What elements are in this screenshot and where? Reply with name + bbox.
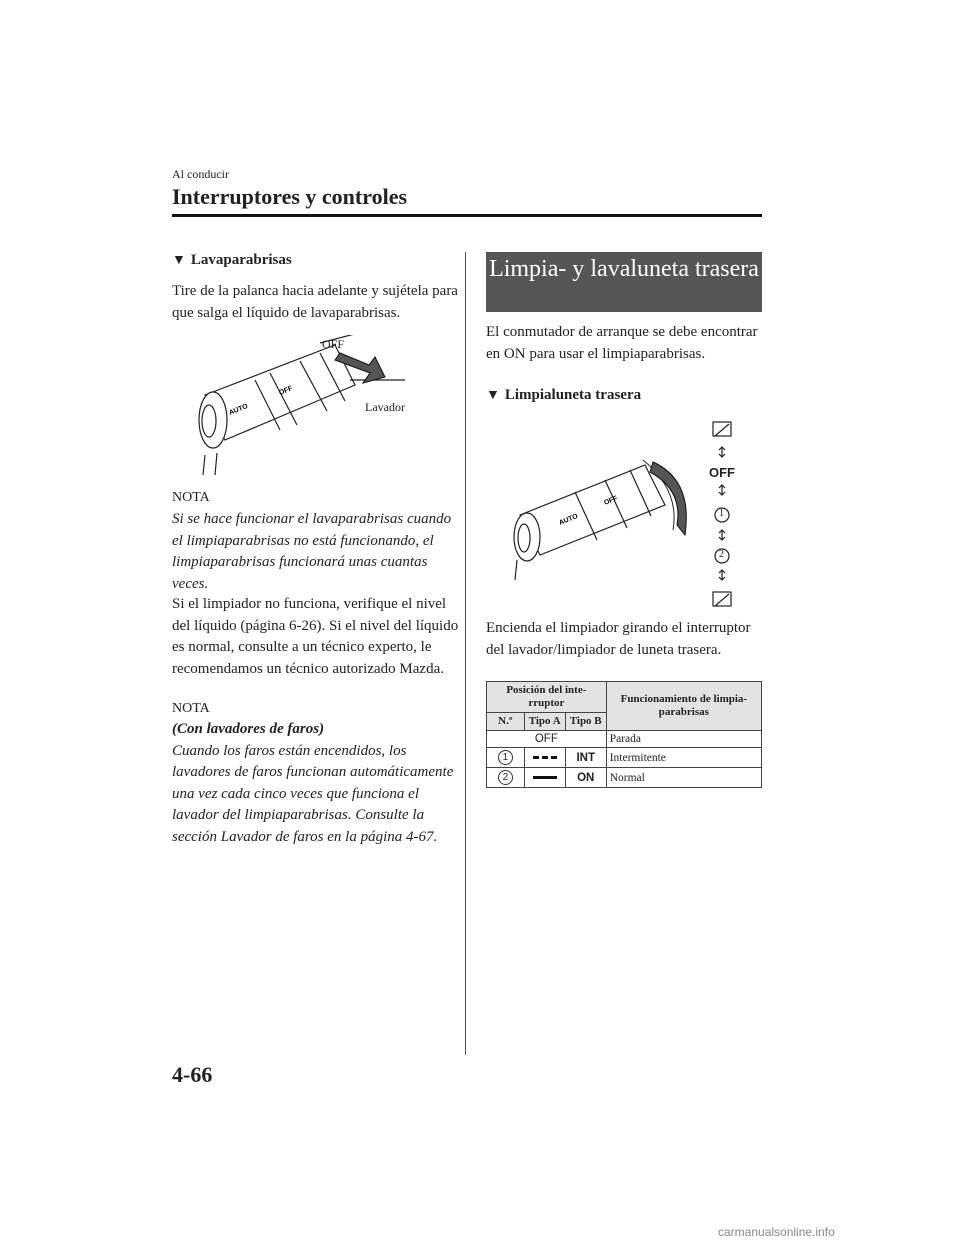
table-row <box>487 731 762 748</box>
note-body: Cuando los faros están encendidos, los lavadores de faros funcionan automáticamente una vez cada cinco veces que funciona el lavador del limpiaparabrisas. Consulte la sección Lavador de faros en la página 4-67. <box>172 742 454 845</box>
svg-text:AUTO: AUTO <box>228 402 250 417</box>
intro-paragraph: Tire de la palanca hacia adelante y sujétela para que salga el líquido de lavaparabrisas. <box>172 283 458 321</box>
svg-text:OFF: OFF <box>278 385 294 397</box>
rear-operation-paragraph: Encienda el limpiador girando el interruptor del lavador/limpiador de luneta trasera. <box>486 620 751 658</box>
heading-text: Lavaparabrisas <box>190 252 292 268</box>
section-heading-washer <box>172 252 292 269</box>
fig-label-washer: Lavador <box>365 400 405 414</box>
fluid-paragraph: Si el limpiador no funciona, verifique el nivel del líquido (página 6-26). Si el nivel del líquido es normal, consulte a un técnico experto, le recomendamos un técnico autorizado Mazda. <box>172 596 459 677</box>
table-cell-no <box>487 748 525 768</box>
rear-wiper-illustration <box>505 420 750 615</box>
intermittent-symbol-icon <box>524 748 565 768</box>
table-cell-off: OFF <box>487 731 607 748</box>
rear-intro-paragraph: El conmutador de arranque se debe encontrar en ON para usar el limpiaparabrisas. <box>486 324 758 362</box>
rear-fig-label-1: 1 <box>719 508 724 519</box>
rear-fig-label-2: 2 <box>719 549 724 560</box>
table-cell-no <box>487 768 525 788</box>
table-header-position: Posición del inte-rruptor <box>487 682 607 713</box>
footer-watermark: carmanualsonline.info <box>718 1225 835 1239</box>
washer-lever-illustration <box>185 335 445 475</box>
fig-label-off: OFF <box>322 337 345 351</box>
rear-wiper-table <box>486 681 762 788</box>
table-header-type-a: Tipo A <box>524 713 565 731</box>
note-label-2: NOTA <box>172 701 210 716</box>
table-header-function: Funcionamiento de limpia-parabrisas <box>606 682 761 731</box>
note-text-2 <box>172 719 462 848</box>
section-heading-rear-wiper <box>486 387 641 404</box>
note-subheading: (Con lavadores de faros) <box>172 721 325 737</box>
circled-number: 1 <box>498 750 513 765</box>
table-header-no: N.º <box>487 713 525 731</box>
header-rule <box>172 214 762 217</box>
triangle-bullet-icon: ▼ <box>172 252 186 268</box>
svg-text:OFF: OFF <box>603 495 619 507</box>
svg-text:AUTO: AUTO <box>558 512 580 527</box>
note-text: Si se hace funcionar el lavaparabrisas cuando el limpiaparabrisas no está funcionando, el limpiaparabrisas funcionará unas cuantas veces. <box>172 511 452 592</box>
table-cell-func: Parada <box>606 731 761 748</box>
section-label: Al conducir <box>172 167 229 181</box>
triangle-bullet-icon: ▼ <box>486 387 500 403</box>
rear-fig-label-off: OFF <box>709 465 735 480</box>
table-header-type-b: Tipo B <box>565 713 606 731</box>
table-cell-type-b: ON <box>565 768 606 788</box>
section-banner: Limpia- y lavaluneta trasera <box>486 252 762 312</box>
continuous-symbol-icon <box>524 768 565 788</box>
circled-number: 2 <box>498 770 513 785</box>
heading-text: Limpialuneta trasera <box>504 387 642 403</box>
table-row <box>487 748 762 768</box>
table-row <box>487 768 762 788</box>
table-cell-func: Intermitente <box>606 748 761 768</box>
table-cell-type-b: INT <box>565 748 606 768</box>
washer-lever-figure <box>185 335 445 475</box>
rear-wiper-figure <box>505 420 750 615</box>
page-number: 4-66 <box>172 1062 213 1087</box>
note-label: NOTA <box>172 490 210 505</box>
column-divider <box>465 252 466 1055</box>
table-cell-func: Normal <box>606 768 761 788</box>
page-title: Interruptores y controles <box>172 184 408 209</box>
